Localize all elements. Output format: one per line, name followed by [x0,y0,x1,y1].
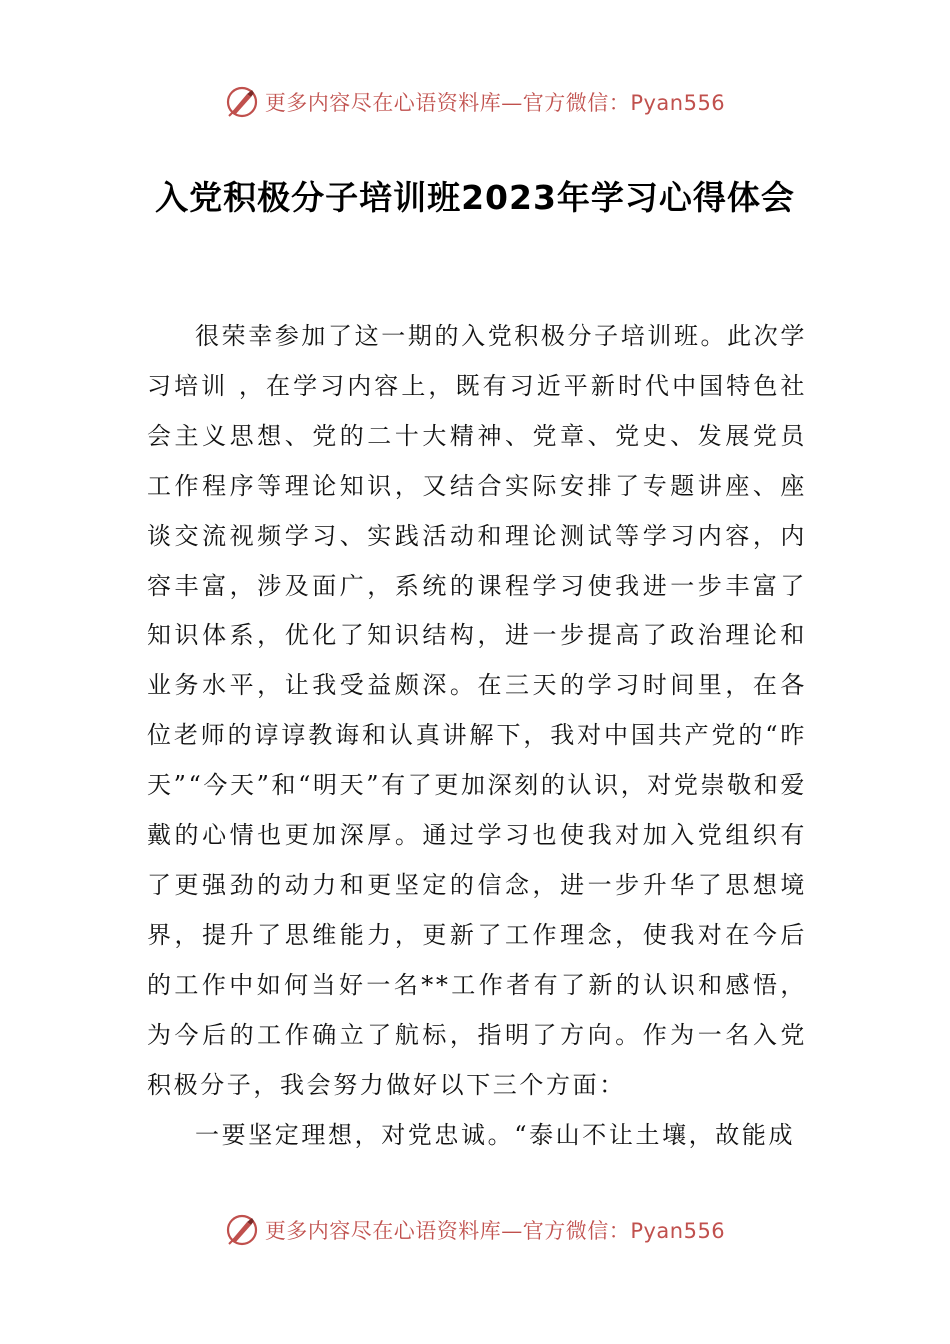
wechat-id: Pyan556 [630,1219,726,1243]
pen-nib-logo-icon [225,1213,259,1247]
watermark-text: 更多内容尽在心语资料库—官方微信：Pyan556 [264,91,726,115]
watermark-text: 更多内容尽在心语资料库—官方微信：Pyan556 [264,1219,726,1243]
body-paragraph-1: 很荣幸参加了这一期的入党积极分子培训班。此次学习培训 ，在学习内容上，既有习近平新时代中国特色社会主义思想、党的二十大精神、党章、党史、发展党员工作程序等理论知识，又结合实际安排了专题讲座、座谈交流视频学习、实践活动和理论测试等学习内容，内容丰富，涉及面广，系统的课程学习使我进一步丰富了知识体系，优化了知识结构，进一步提高了政治理论和业务水平，让我受益颇深。在三天的学习时间里，在各位老师的谆谆教诲和认真讲解下，我对中国共产党的“昨天”“今天”和“明天”有了更加深刻的认识，对党崇敬和爱戴的心情也更加深厚。通过学习也使我对加入党组织有了更强劲的动力和更坚定的信念，进一步升华了思想境界，提升了思维能力，更新了工作理念，使我对在今后的工作中如何当好一名**工作者有了新的认识和感悟，为今后的工作确立了航标，指明了方向。作为一名入党积极分子，我会努力做好以下三个方面： [147,322,807,1099]
wechat-id: Pyan556 [630,91,726,115]
document-body [147,312,807,1160]
body-paragraph-2: 一要坚定理想，对党忠诚。“泰山不让土壤，故能成 [195,1120,796,1149]
pen-nib-logo-icon [225,85,259,119]
document-title: 入党积极分子培训班2023年学习心得体会 [155,178,795,217]
footer-watermark [0,1210,950,1250]
header-watermark [0,82,950,122]
